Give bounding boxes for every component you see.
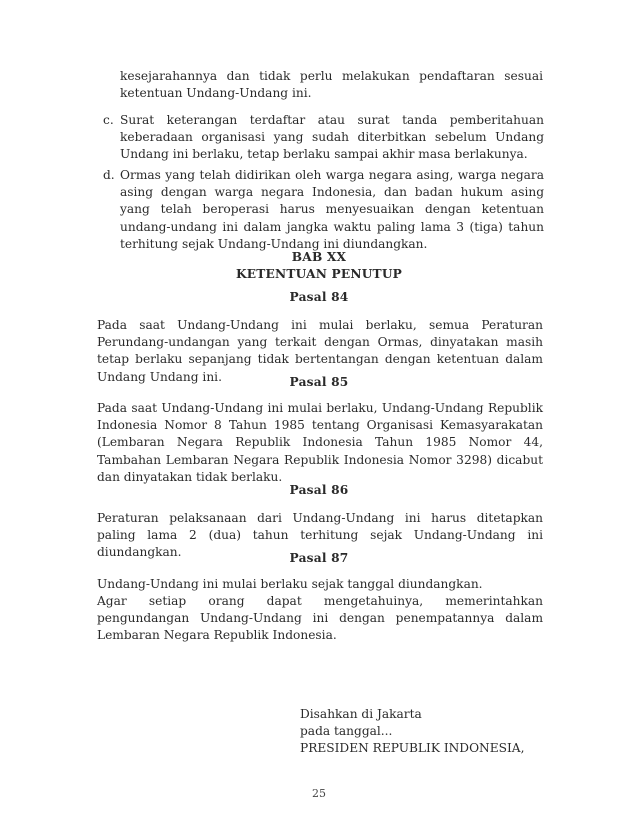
article-86-heading: Pasal 86: [289, 483, 349, 497]
signature-title: PRESIDEN REPUBLIK INDONESIA,: [300, 741, 525, 755]
chapter-title: KETENTUAN PENUTUP: [235, 267, 403, 281]
article-85-heading: Pasal 85: [289, 375, 349, 389]
list-marker: c.: [103, 113, 114, 127]
list-item-d: [103, 167, 544, 257]
list-marker: d.: [103, 168, 115, 182]
article-84-text: Pada saat Undang-Undang ini mulai berlaku, semua Peraturan Perundang-undangan yang terkait dengan Ormas, dinyatakan masih tetap berlaku sepanjang tidak bertentangan dengan ketentuan dalam Undang Undang ini.: [97, 318, 543, 384]
continuation-paragraph: kesejarahannya dan tidak perlu melakukan pendaftaran sesuai ketentuan Undang-Undang ini.: [120, 69, 543, 101]
page-number: 25: [312, 787, 326, 800]
article-84-heading: Pasal 84: [289, 290, 349, 304]
article-87-heading: Pasal 87: [289, 551, 349, 565]
article-85-text: Pada saat Undang-Undang ini mulai berlaku, Undang-Undang Republik Indonesia Nomor 8 Tahun 1985 tentang Organisasi Kemasyarakatan (Lembaran Negara Republik Indonesia Tahun 1985 Nomor 44, Tambahan Lembaran Negara Republik Indonesia Nomor 3298) dicabut dan dinyatakan tidak berlaku.: [97, 401, 543, 484]
list-text: Surat keterangan terdaftar atau surat tanda pemberitahuan keberadaan organisasi yang sudah diterbitkan sebelum Undang Undang ini berlaku, tetap berlaku sampai akhir masa berlakunya.: [120, 113, 544, 162]
chapter-number: BAB XX: [291, 250, 347, 264]
list-text: Ormas yang telah didirikan oleh warga negara asing, warga negara asing dengan warga negara Indonesia, dan badan hukum asing yang telah beroperasi harus menyesuaikan dengan ketentuan undang-undang ini dalam jangka waktu paling lama 3 (tiga) tahun terhitung sejak Undang-Undang ini diundangkan.: [120, 168, 544, 251]
article-87-line-2: Agar setiap orang dapat mengetahuinya, memerintahkan pengundangan Undang-Undang ini dengan penempatannya dalam Lembaran Negara Republik Indonesia.: [97, 594, 543, 643]
signature-place: Disahkan di Jakarta: [300, 707, 422, 721]
article-86-text: Peraturan pelaksanaan dari Undang-Undang ini harus ditetapkan paling lama 2 (dua) tahun terhitung sejak Undang-Undang ini diundangkan.: [97, 511, 543, 560]
article-87-line-1: Undang-Undang ini mulai berlaku sejak tanggal diundangkan.: [97, 577, 483, 591]
signature-date: pada tanggal...: [300, 724, 393, 738]
list-item-c: [103, 112, 544, 164]
